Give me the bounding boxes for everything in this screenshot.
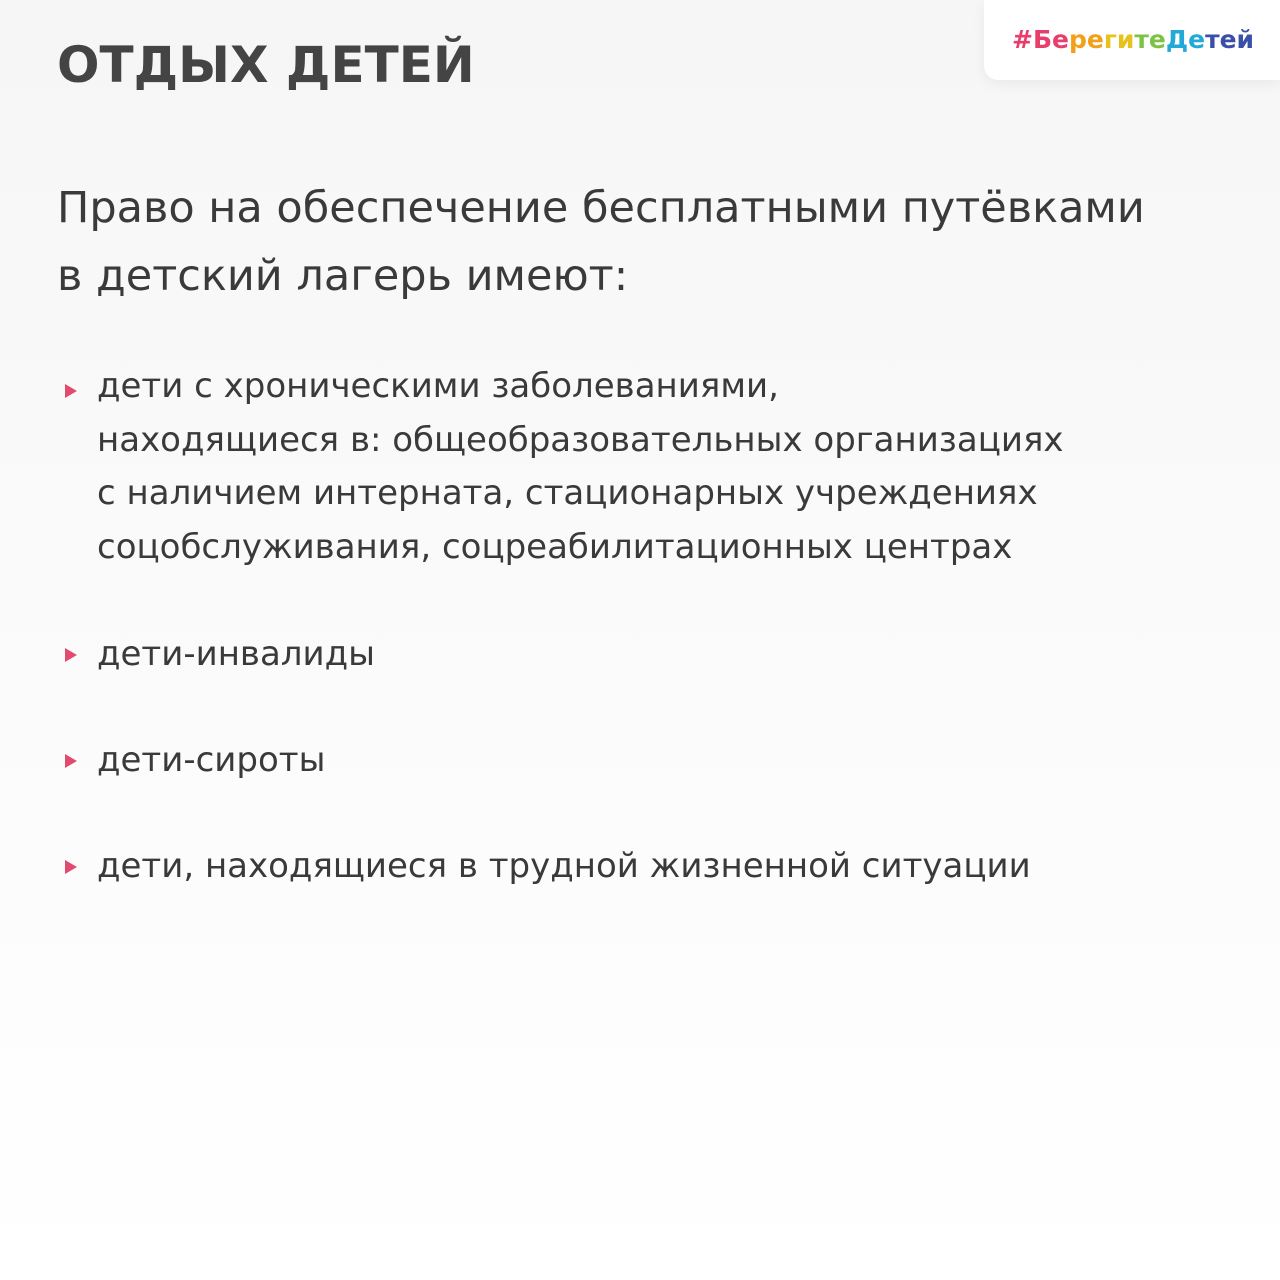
triangle-bullet-icon xyxy=(65,384,77,398)
hashtag-segment: #Бе xyxy=(1012,25,1069,54)
list-item-text: дети, находящиеся в трудной жизненной ситуации xyxy=(97,846,1031,886)
hashtag-segment: Де xyxy=(1165,25,1206,54)
hashtag-segment: тей xyxy=(1205,25,1255,54)
list-item-text: дети-сироты xyxy=(97,740,326,780)
triangle-bullet-icon xyxy=(65,648,77,662)
hashtag-segment: ги xyxy=(1103,25,1135,54)
lead-paragraph: Право на обеспечение бесплатными путёвками в детский лагерь имеют: xyxy=(57,183,1145,301)
triangle-bullet-icon xyxy=(65,860,77,874)
page-title: ОТДЫХ ДЕТЕЙ xyxy=(57,36,475,94)
list-item-text: дети-инвалиды xyxy=(97,634,375,674)
hashtag-segment: те xyxy=(1134,25,1166,54)
list-item-text: дети с хроническими заболеваниями, находящиеся в: общеобразовательных организациях с наличием интерната, стационарных учреждениях соцобслуживания, соцреабилитационных центрах xyxy=(97,366,1064,567)
hashtag-segment: ре xyxy=(1068,25,1104,54)
triangle-bullet-icon xyxy=(65,754,77,768)
